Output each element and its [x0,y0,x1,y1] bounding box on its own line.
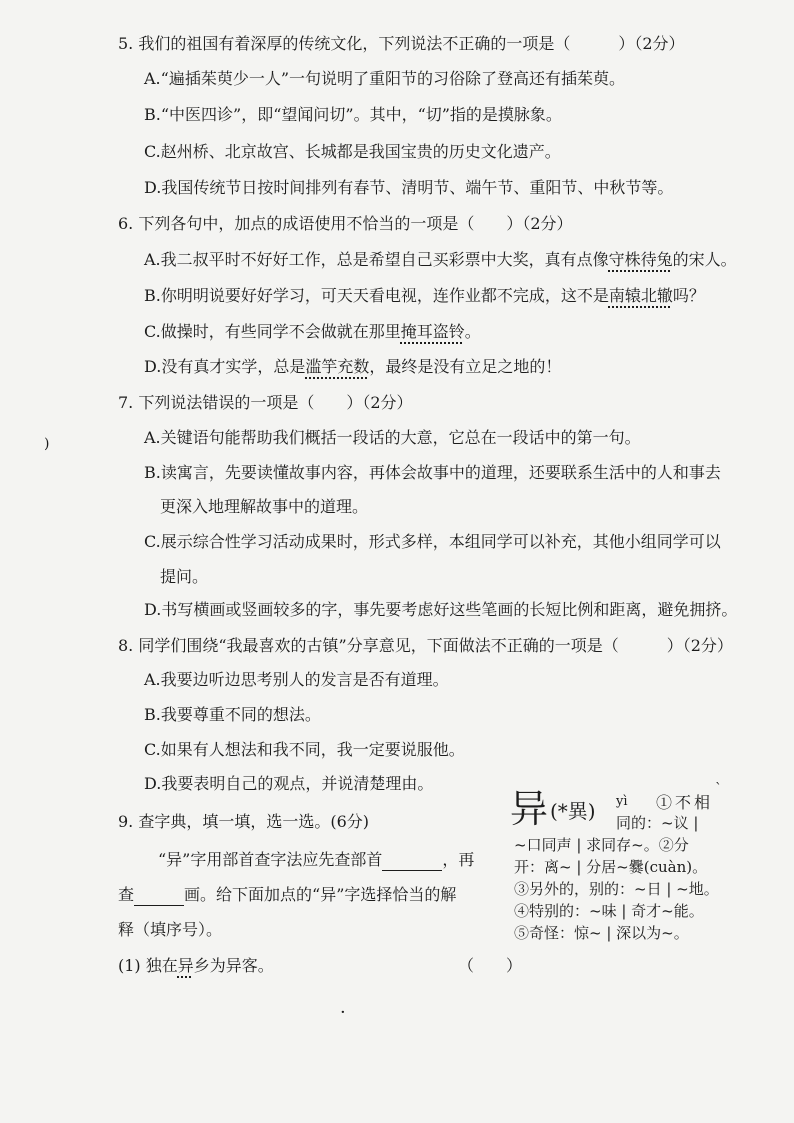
question-8-option-b: B.我要尊重不同的想法。 [144,705,321,724]
question-9-item-1-answer[interactable]: （ ） [458,956,523,975]
option-text: D.没有真才实学，总是 [144,357,306,376]
question-7-stem: 7. 下列说法错误的一项是（ ）（2分） [118,393,413,412]
line-text: “异”字用部首查字法应先查部首 [158,850,383,869]
option-text: B.你明明说要好好学习，可天天看电视，连作业都不完成，这不是 [144,286,609,305]
radical-blank[interactable] [382,850,442,871]
definition-line: ④特别的：~味 | 奇才~能。 [514,902,704,920]
option-text: 吗？ [672,286,705,305]
question-6-stem: 6. 下列各句中，加点的成语使用不恰当的一项是（ ）（2分） [118,214,573,233]
question-7-option-a: A.关键语句能帮助我们概括一段话的大意，它总在一段话中的第一句。 [144,428,641,447]
line-text: 查 [118,885,135,904]
definition-line: ③另外的，别的：~日 | ~地。 [514,880,719,898]
option-text: 的宋人。 [672,250,737,269]
dotted-idiom: 守株待兔 [608,250,673,269]
question-9-line-1 [158,850,474,871]
question-9-stem: 9. 查字典，填一填，选一选。(6分) [118,812,370,831]
option-text: C.做操时，有些同学不会做就在那里 [144,322,401,341]
stroke-count-blank[interactable] [134,885,184,906]
question-6-option-d [144,357,561,377]
dotted-idiom: 滥竽充数 [305,357,370,376]
option-text: ，最终是没有立足之地的！ [369,357,562,376]
question-8-option-a: A.我要边听边思考别人的发言是否有道理。 [144,670,449,689]
question-7-option-d: D.书写横画或竖画较多的字，事先要考虑好这些笔画的长短比例和距离，避免拥挤。 [144,600,738,619]
line-text: 画。给下面加点的“异”字选择恰当的解 [184,885,457,904]
question-7-option-c: C.展示综合性学习活动成果时，形式多样，本组同学可以补充，其他小组同学可以 [144,532,721,551]
question-5-stem: 5. 我们的祖国有着深厚的传统文化，下列说法不正确的一项是（ ）（2分） [118,34,685,53]
question-5-option-b: B.“中医四诊”，即“望闻问切”。其中，“切”指的是摸脉象。 [144,105,562,124]
option-text: A.我二叔平时不好好工作，总是希望自己买彩票中大奖，真有点像 [144,250,609,269]
question-7-option-b-cont: 更深入地理解故事中的道理。 [160,497,369,516]
item-text: 乡为异客。 [193,956,274,975]
corner-tick: ˋ [715,781,722,797]
traditional-form: (*異) [550,799,596,823]
question-5-option-a: A.“遍插茱萸少一人”一句说明了重阳节的习俗除了登高还有插茱萸。 [144,69,626,88]
stray-dot: · [340,1002,346,1023]
dotted-character: 异 [177,956,194,975]
item-text: (1) 独在 [118,956,178,975]
definition-line: 同的：~议 | [616,814,699,832]
question-9-line-3: 释（填序号）。 [118,920,223,939]
pinyin: yì [616,794,628,809]
dotted-idiom: 掩耳盗铃 [400,322,465,341]
definition-line: ~口同声 | 求同存~。②分 [514,836,689,854]
margin-mark: ) [44,436,50,452]
question-8-stem: 8. 同学们围绕“我最喜欢的古镇”分享意见，下面做法不正确的一项是（ ）（2分） [118,636,733,655]
dictionary-character: 异 [510,787,549,831]
question-7-option-c-cont: 提问。 [160,567,209,586]
question-5-option-c: C.赵州桥、北京故宫、长城都是我国宝贵的历史文化遗产。 [144,142,561,161]
question-9-item-1 [118,956,274,976]
definition-line: 开：离~ | 分居~爨(cuàn)。 [514,858,708,876]
question-6-option-c [144,322,481,342]
question-6-option-b [144,286,705,306]
question-8-option-c: C.如果有人想法和我不同，我一定要说服他。 [144,740,465,759]
question-9-line-2 [118,885,456,906]
definition-line: ①不相 [656,793,714,812]
definition-line: ⑤奇怪：惊~ | 深以为~。 [514,924,689,942]
dotted-idiom: 南辕北辙 [608,286,673,305]
option-text: 。 [464,322,481,341]
line-text: ，再 [442,850,475,869]
question-5-option-d: D.我国传统节日按时间排列有春节、清明节、端午节、重阳节、中秋节等。 [144,178,674,197]
question-6-option-a [144,250,737,270]
question-7-option-b: B.读寓言，先要读懂故事内容，再体会故事中的道理，还要联系生活中的人和事去 [144,463,721,482]
question-8-option-d: D.我要表明自己的观点，并说清楚理由。 [144,774,434,793]
